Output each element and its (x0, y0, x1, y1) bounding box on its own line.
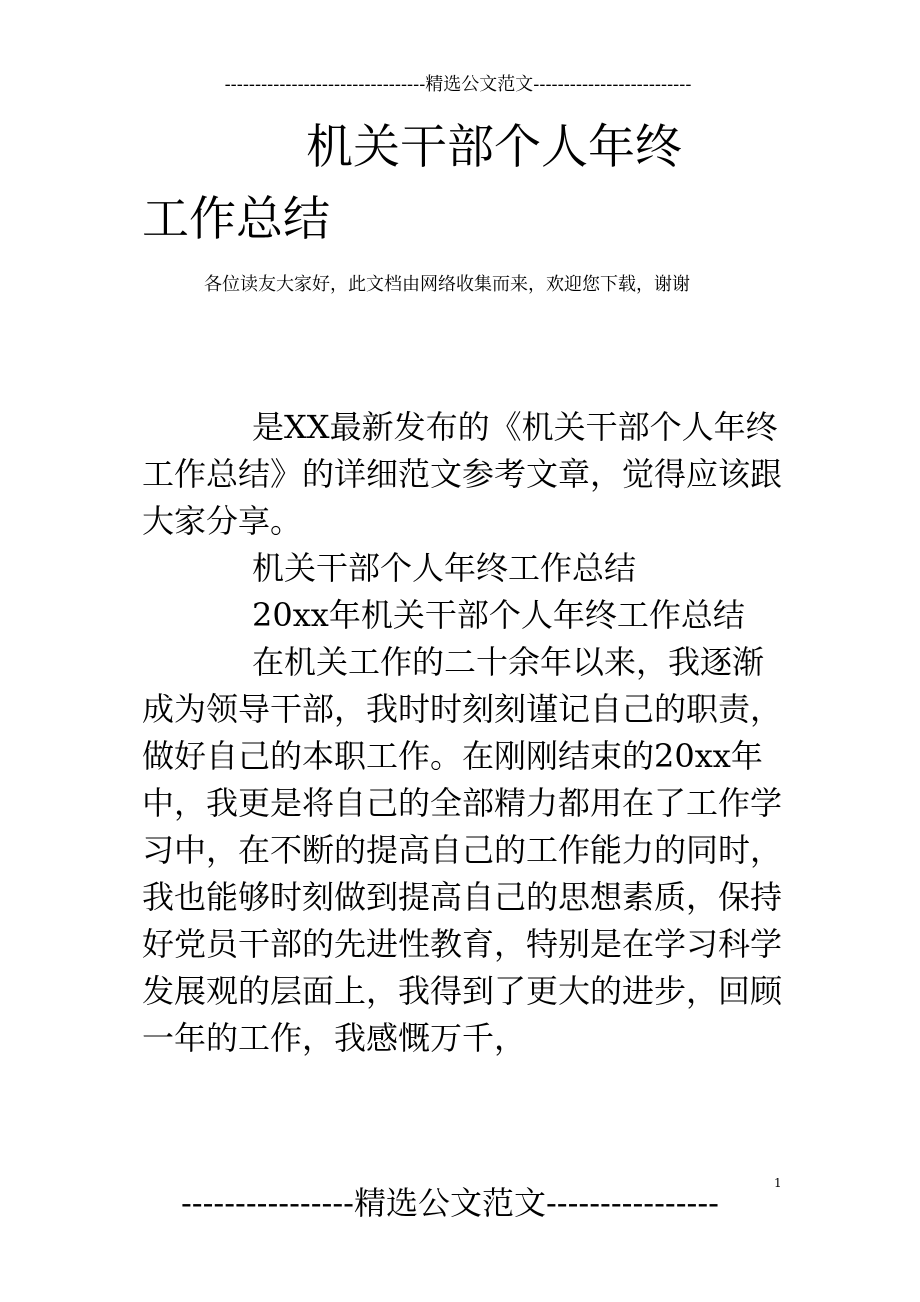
document-body (142, 404, 782, 1062)
page-footer: ----------------精选公文范文---------------- (180, 1184, 719, 1222)
greeting-text: 各位读友大家好，此文档由网络收集而来，欢迎您下载，谢谢 (204, 274, 690, 295)
title-line-2: 工作总结 (142, 192, 330, 247)
page-number: 1 (774, 1176, 782, 1190)
body-paragraph-intro: 是XX最新发布的《机关干部个人年终工作总结》的详细范文参考文章，觉得应该跟大家分享。 (142, 408, 783, 540)
body-paragraph-subheading: 20xx年机关干部个人年终工作总结 (252, 596, 745, 634)
body-paragraph-heading: 机关干部个人年终工作总结 (252, 549, 637, 587)
body-paragraph-main: 在机关工作的二十余年以来，我逐渐成为领导干部，我时时刻刻谨记自己的职责，做好自己的本职工作。在刚刚结束的20xx年中，我更是将自己的全部精力都用在了工作学习中，在不断的提高自己的工作能力的同时，我也能够时刻做到提高自己的思想素质，保持好党员干部的先进性教育，特别是在学习科学发展观的层面上，我得到了更大的进步，回顾一年的工作，我感慨万千， (142, 643, 783, 1057)
page-header: ---------------------------------精选公文范文-------------------------- (224, 74, 692, 95)
document-title (142, 112, 782, 256)
title-line-1: 机关干部个人年终 (306, 120, 682, 175)
